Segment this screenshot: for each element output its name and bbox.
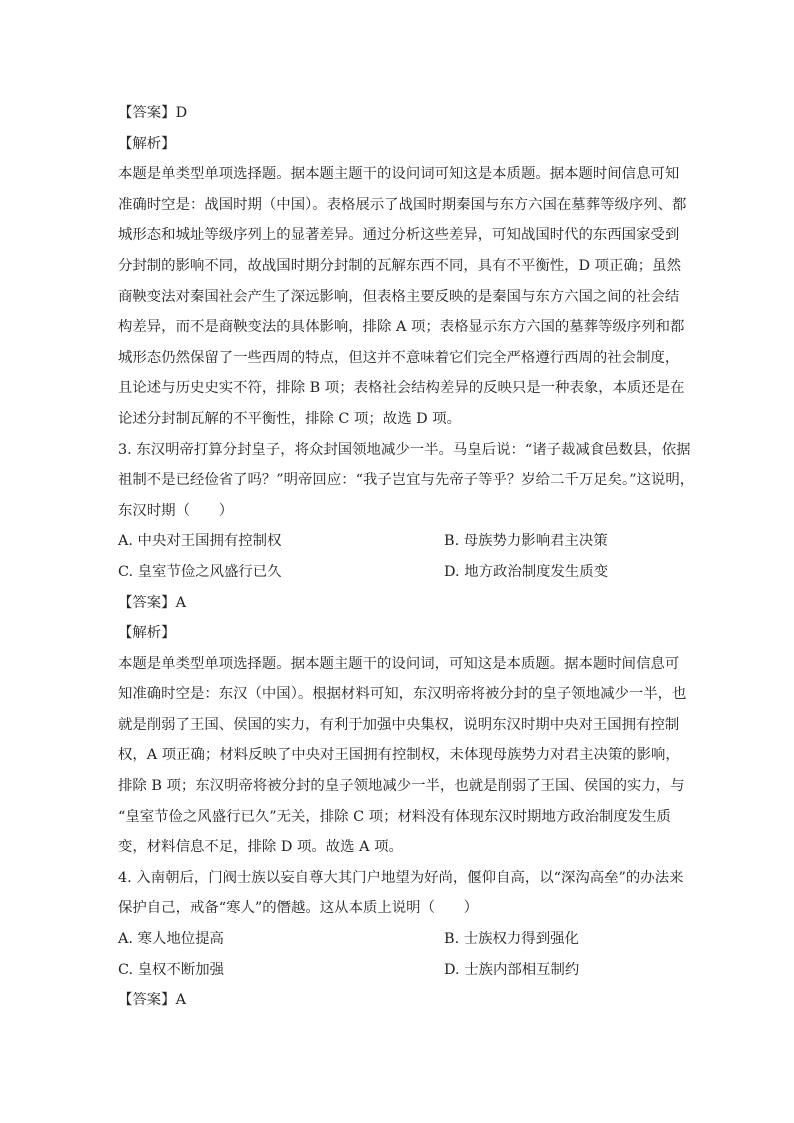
analysis-line: 且论述与历史史实不符，排除 B 项；表格社会结构差异的反映只是一种表象，本质还是在 bbox=[118, 380, 685, 397]
analysis-line: 论述分封制瓦解的不平衡性，排除 C 项；故选 D 项。 bbox=[118, 410, 462, 427]
analysis-line: 准确时空是：战国时期（中国）。表格展示了战国时期秦国与东方六国在墓葬等级序列、都 bbox=[118, 196, 687, 213]
analysis-line: 排除 B 项；东汉明帝将被分封的皇子领地减少一半，也就是削弱了王国、侯国的实力，与 bbox=[118, 778, 685, 795]
option-text: 中央对王国拥有控制权 bbox=[137, 533, 282, 550]
analysis-line: 构差异，而不是商鞅变法的具体影响，排除 A 项；表格显示东方六国的墓葬等级序列和都 bbox=[118, 319, 685, 336]
stem-line: 3. 东汉明帝打算分封皇子，将众封国领地减少一半。马皇后说：“诸子裁减食邑数县，依据 bbox=[118, 441, 691, 458]
option-text: 寒人地位提高 bbox=[137, 931, 224, 948]
q2-answer: 【答案】D bbox=[118, 105, 188, 121]
option-text: 士族内部相互制约 bbox=[464, 961, 580, 978]
analysis-line: 商鞅变法对秦国社会产生了深远影响，但表格主要反映的是秦国与东方六国之间的社会结 bbox=[118, 288, 680, 305]
option-letter: B. bbox=[444, 931, 460, 948]
q3-options-row-2 bbox=[118, 557, 684, 588]
q2-analysis bbox=[118, 159, 687, 434]
analysis-line: 城形态仍然保留了一些西周的特点，但这并不意味着它们完全严格遵行西周的社会制度， bbox=[118, 349, 680, 366]
q4-options-row-1 bbox=[118, 924, 684, 955]
option-letter: A. bbox=[118, 931, 133, 948]
q3-options-row-1 bbox=[118, 526, 684, 557]
q4-option-a bbox=[118, 924, 444, 955]
q3-analysis-label: 【解析】 bbox=[118, 625, 176, 642]
q4-option-c bbox=[118, 955, 444, 986]
q3-option-b bbox=[444, 526, 608, 557]
page-content bbox=[118, 98, 695, 1016]
option-text: 母族势力影响君主决策 bbox=[463, 533, 608, 550]
q4-answer: 【答案】A bbox=[118, 992, 186, 1009]
stem-line: 祖制不是已经俭省了吗？”明帝回应：“我子岂宜与先帝子等乎？岁给二千万足矣。”这说明， bbox=[118, 472, 695, 489]
analysis-line: 城形态和城址等级序列上的显著差异。通过分析这些差异，可知战国时代的东西国家受到 bbox=[118, 227, 680, 244]
option-letter: C. bbox=[118, 961, 134, 978]
q3-option-a bbox=[118, 526, 444, 557]
q3-answer: 【答案】A bbox=[118, 594, 186, 611]
q4-options-row-2 bbox=[118, 955, 684, 986]
q3-stem bbox=[118, 435, 695, 527]
analysis-line: 本题是单类型单项选择题。据本题主题干的设问词，可知这是本质题。据本题时间信息可 bbox=[118, 655, 680, 672]
q3-option-d bbox=[444, 557, 608, 588]
q2-analysis-label: 【解析】 bbox=[118, 135, 176, 152]
analysis-line: 权，A 项正确；材料反映了中央对王国拥有控制权，未体现母族势力对君主决策的影响， bbox=[118, 747, 680, 764]
q3-analysis bbox=[118, 649, 687, 863]
q3-option-c bbox=[118, 557, 444, 588]
q4-stem bbox=[118, 863, 684, 924]
stem-line: 东汉时期（ ） bbox=[118, 502, 234, 519]
q4-option-d bbox=[444, 955, 579, 986]
option-letter: A. bbox=[118, 533, 133, 550]
option-text: 士族权力得到强化 bbox=[463, 931, 579, 948]
option-letter: C. bbox=[118, 563, 134, 580]
analysis-line: “皇室节俭之风盛行已久”无关，排除 C 项；材料没有体现东汉时期地方政治制度发生质 bbox=[118, 808, 671, 825]
option-letter: D. bbox=[444, 563, 460, 580]
analysis-line: 本题是单类型单项选择题。据本题主题干的设问词可知这是本质题。据本题时间信息可知 bbox=[118, 166, 680, 183]
stem-line: 保护自己，戒备“寒人”的僭越。这从本质上说明（ ） bbox=[118, 900, 479, 917]
q4-option-b bbox=[444, 924, 579, 955]
analysis-line: 变，材料信息不足，排除 D 项。故选 A 项。 bbox=[118, 839, 403, 856]
analysis-line: 分封制的影响不同，故战国时期分封制的瓦解东西不同，具有不平衡性，D 项正确；虽然 bbox=[118, 257, 681, 274]
option-text: 皇权不断加强 bbox=[137, 961, 225, 978]
stem-line: 4. 入南朝后，门阀士族以妄自尊大其门户地望为好尚，偃仰自高，以“深沟高垒”的办法来 bbox=[118, 869, 684, 886]
analysis-line: 就是削弱了王国、侯国的实力，有利于加强中央集权，说明东汉时期中央对王国拥有控制 bbox=[118, 716, 680, 733]
option-text: 皇室节俭之风盛行已久 bbox=[137, 563, 282, 580]
option-text: 地方政治制度发生质变 bbox=[464, 563, 609, 580]
option-letter: D. bbox=[444, 961, 460, 978]
option-letter: B. bbox=[444, 533, 460, 550]
analysis-line: 知准确时空是：东汉（中国）。根据材料可知，东汉明帝将被分封的皇子领地减少一半，也 bbox=[118, 686, 687, 703]
